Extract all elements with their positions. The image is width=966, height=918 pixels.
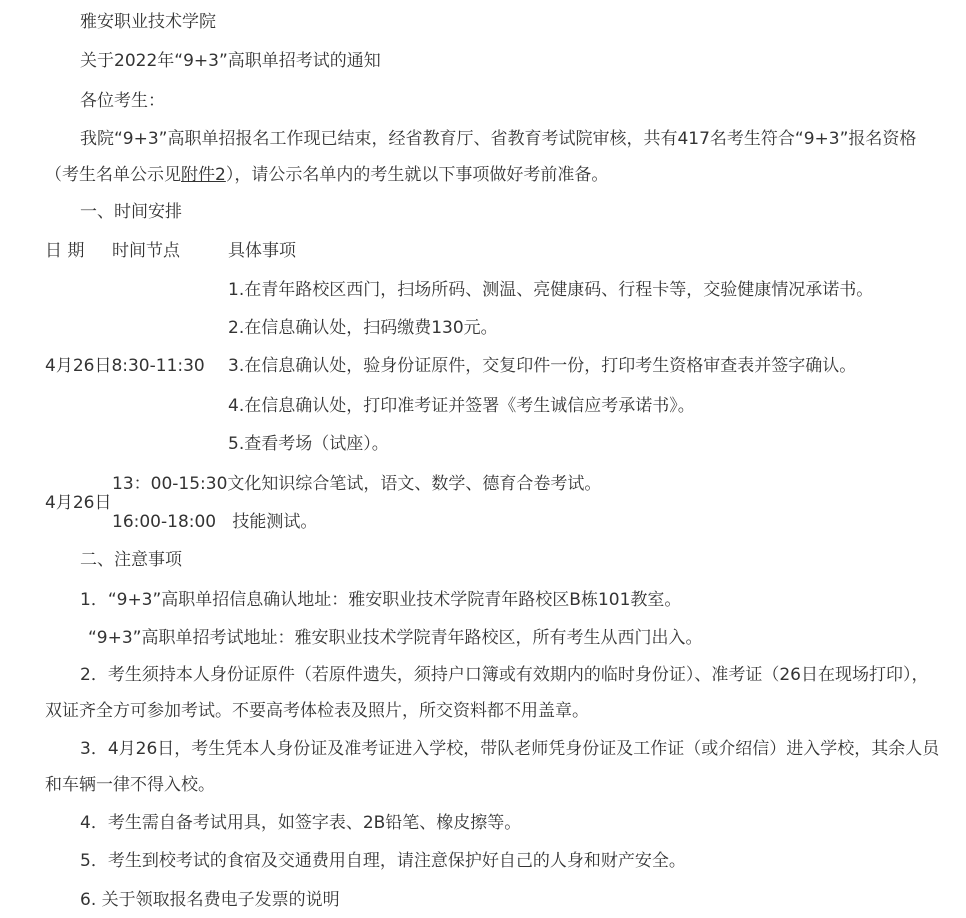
- schedule-header-time: 时间节点: [112, 241, 180, 261]
- note-item-4: 4．考生需自备考试用具，如签字表、2B铅笔、橡皮擦等。: [80, 813, 522, 833]
- schedule-task-1: 1.在青年路校区西门，扫场所码、测温、亮健康码、行程卡等，交验健康情况承诺书。: [228, 280, 874, 300]
- schedule-task-3: 3.在信息确认处，验身份证原件，交复印件一份，打印考生资格审查表并签字确认。: [228, 356, 857, 376]
- schedule-block2-row-2: 16:00-18:00 技能测试。: [112, 512, 318, 532]
- note-item-6: 6. 关于领取报名费电子发票的说明: [80, 890, 340, 910]
- note-item-2: 2．考生须持本人身份证原件（若原件遗失，须持户口簿或有效期内的临时身份证）、准考证（26日在现场打印），双证齐全方可参加考试。不要高考体检表及照片，所交资料都不用盖章。: [45, 665, 929, 721]
- schedule-block2-row-1: 13：00-15:30文化知识综合笔试，语文、数学、德育合卷考试。: [112, 474, 602, 494]
- schedule-task-2: 2.在信息确认处，扫码缴费130元。: [228, 318, 498, 338]
- schedule-task-5: 5.查看考场（试座）。: [228, 434, 389, 454]
- schedule-section-title: 一、时间安排: [80, 202, 182, 222]
- schedule-block2-date: 4月26日: [45, 493, 112, 513]
- salutation: 各位考生：: [80, 91, 165, 111]
- intro-text-after-link: ），请公示名单内的考生就以下事项做好考前准备。: [225, 165, 609, 185]
- school-name: 雅安职业技术学院: [80, 12, 216, 32]
- intro-paragraph: [45, 121, 945, 193]
- attachment-2-link[interactable]: 附件2: [181, 165, 226, 185]
- schedule-header-date: 日 期: [45, 241, 85, 261]
- notes-section-title: 二、注意事项: [80, 550, 182, 570]
- note-item-1-sub: “9+3”高职单招考试地址：雅安职业技术学院青年路校区，所有考生从西门出入。: [88, 628, 703, 648]
- intro-text-before-link: 我院“9+3”高职单招报名工作现已结束，经省教育厅、省教育考试院审核，共有417名考生符合“9+3”报名资格（考生名单公示见: [45, 129, 917, 185]
- notice-title: 关于2022年“9+3”高职单招考试的通知: [80, 51, 381, 71]
- schedule-task-4: 4.在信息确认处，打印准考证并签署《考生诚信应考承诺书》。: [228, 396, 695, 416]
- note-item-3: 3．4月26日，考生凭本人身份证及准考证进入学校，带队老师凭身份证及工作证（或介绍信）进入学校，其余人员和车辆一律不得入校。: [45, 739, 940, 795]
- schedule-header-tasks: 具体事项: [228, 241, 296, 261]
- note-item-1: 1．“9+3”高职单招信息确认地址：雅安职业技术学院青年路校区B栋101教室。: [80, 590, 682, 610]
- schedule-block1-datetime: 4月26日8:30-11:30: [45, 356, 205, 376]
- note-item-5: 5．考生到校考试的食宿及交通费用自理，请注意保护好自己的人身和财产安全。: [80, 851, 686, 871]
